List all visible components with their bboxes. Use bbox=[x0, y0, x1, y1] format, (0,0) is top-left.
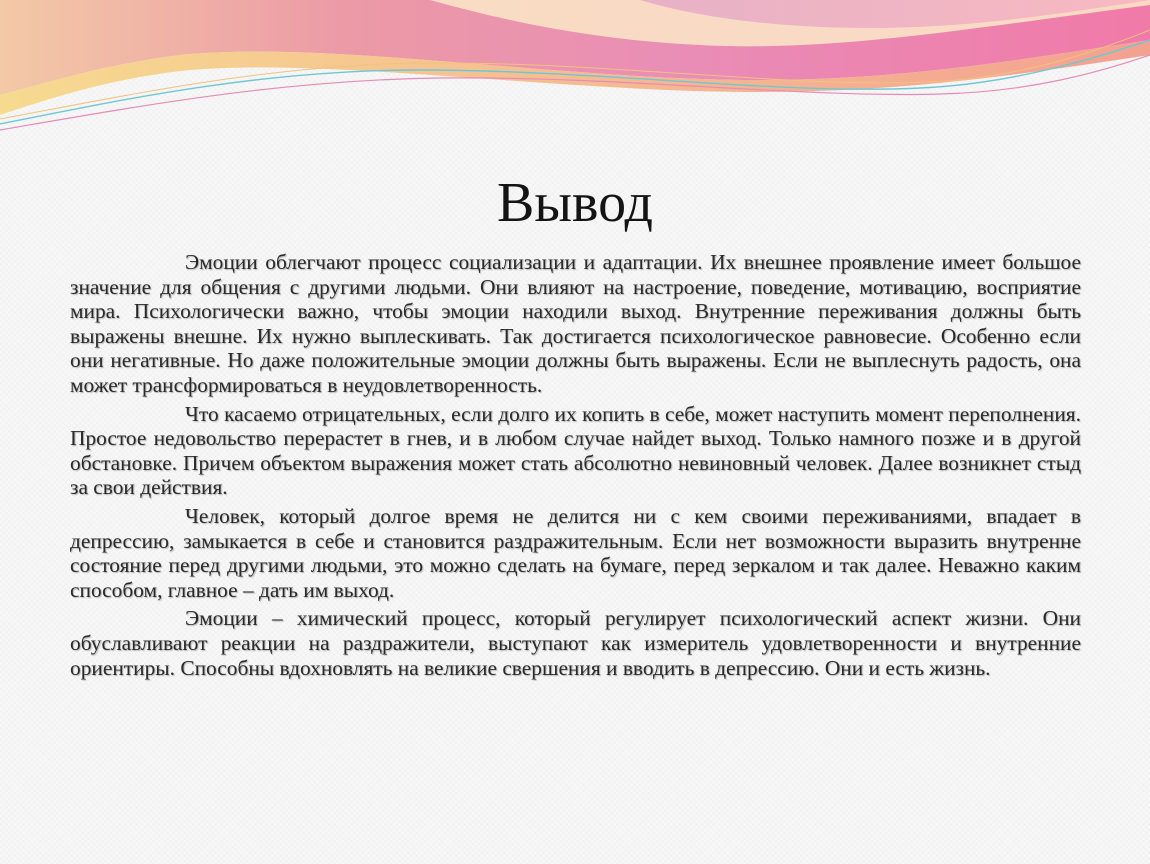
decorative-wave-banner bbox=[0, 0, 1150, 140]
paragraph: Человек, который долгое время не делится ни с кем своими переживаниями, впадает в депрессию, замыкается в себе и становится раздражительным. Если нет возможности выразить внутренне состояние перед другими людьми, это можно сделать на бумаге, перед зеркалом и так далее. Неважно каким способом, главное – дать им выход. bbox=[70, 503, 1081, 602]
paragraph: Эмоции – химический процесс, который регулирует психологический аспект жизни. Они обуславливают реакции на раздражители, выступают как измеритель удовлетворенности и внутренние ориентиры. Способны вдохновлять на великие свершения и вводить в депрессию. Они и есть жизнь. bbox=[70, 606, 1081, 680]
slide-title: Вывод bbox=[497, 172, 653, 234]
slide-body bbox=[70, 250, 1081, 684]
paragraph: Эмоции облегчают процесс социализации и адаптации. Их внешнее проявление имеет большое значение для общения с другими людьми. Они влияют на настроение, поведение, мотивацию, восприятие мира. Психологически важно, чтобы эмоции находили выход. Внутренние переживания должны быть выражены внешне. Их нужно выплескивать. Так достигается психологическое равновесие. Особенно если они негативные. Но даже положительные эмоции должны быть выражены. Если не выплеснуть радость, она может трансформироваться в неудовлетворенность. bbox=[70, 250, 1081, 397]
paragraph: Что касаемо отрицательных, если долго их копить в себе, может наступить момент переполнения. Простое недовольство перерастет в гнев, и в любом случае найдет выход. Только намного позже и в другой обстановке. Причем объектом выражения может стать абсолютно невиновный человек. Далее возникнет стыд за свои действия. bbox=[70, 401, 1081, 500]
